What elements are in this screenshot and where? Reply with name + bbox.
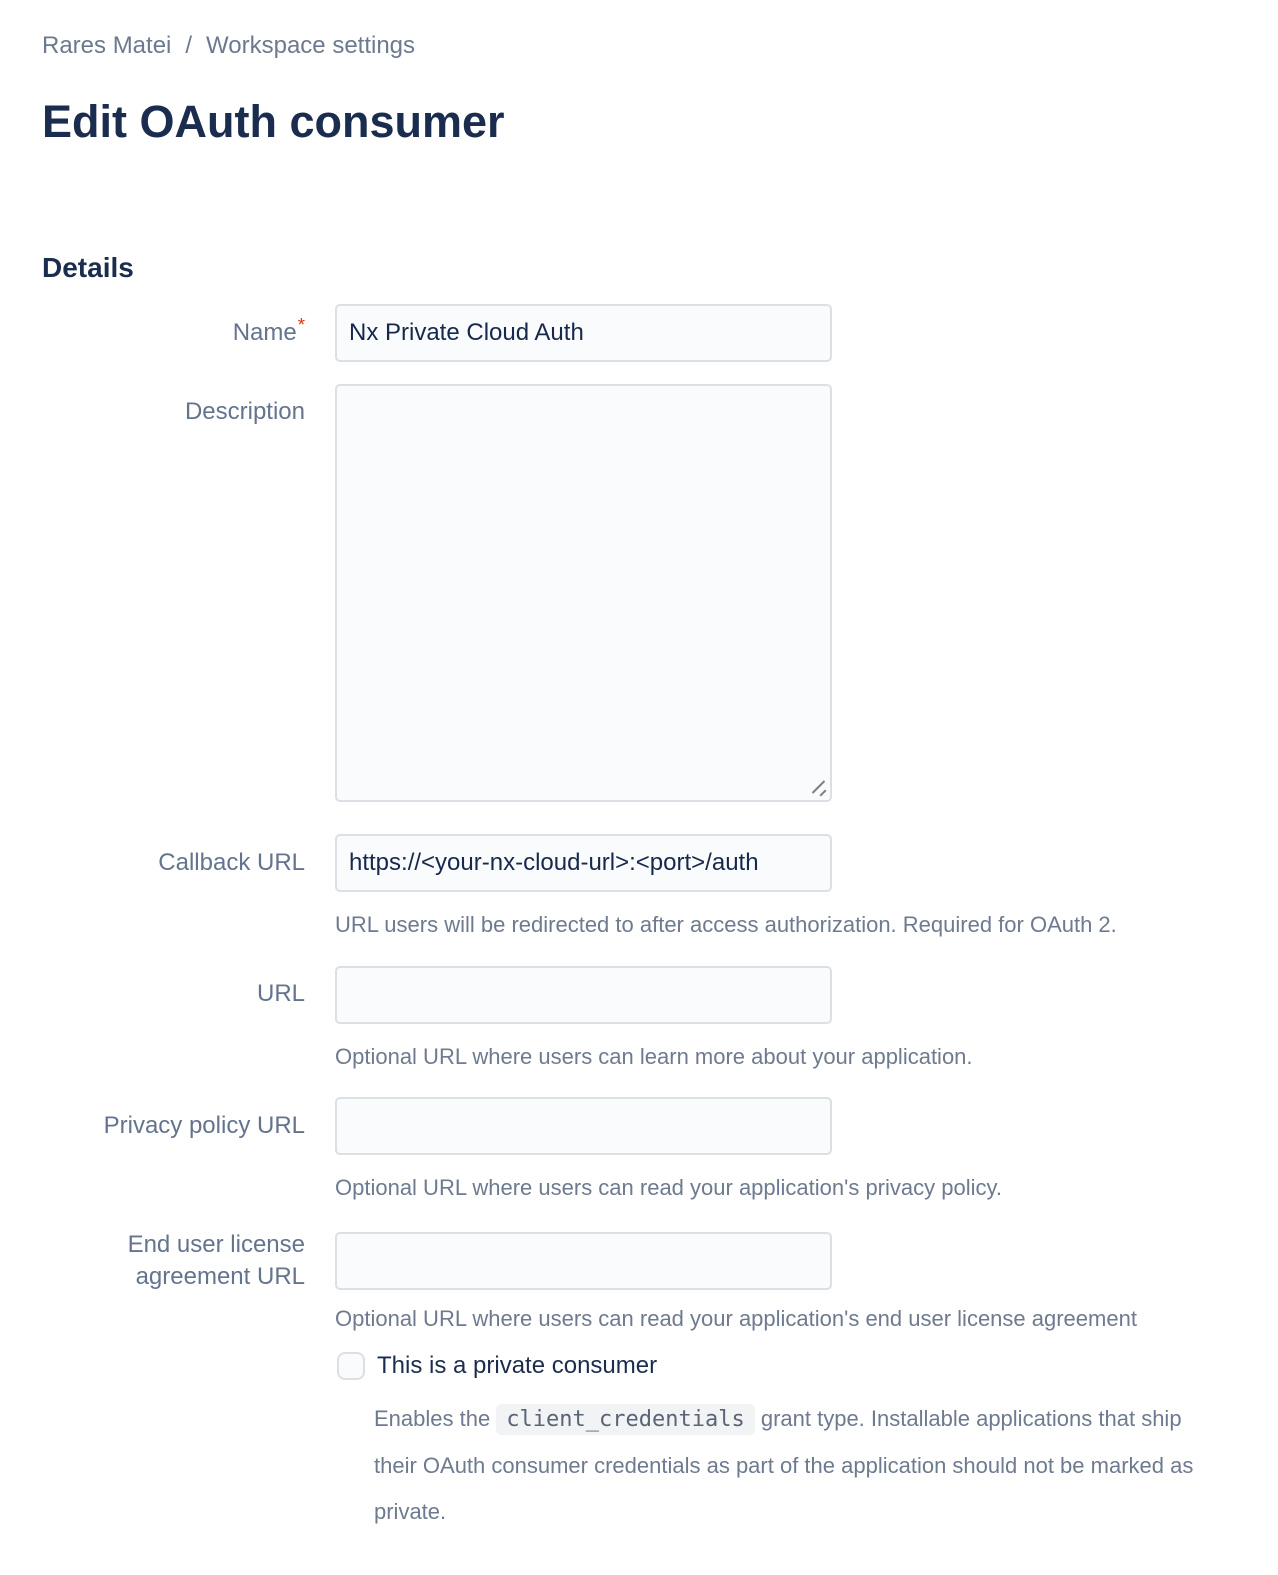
name-label: Name* bbox=[232, 313, 305, 346]
callback-url-help: URL users will be redirected to after access authorization. Required for OAuth 2. bbox=[335, 912, 1117, 937]
eula-url-field-row bbox=[42, 1229, 1236, 1294]
section-title-details: Details bbox=[42, 252, 134, 283]
name-field-row bbox=[42, 304, 1236, 362]
breadcrumb-separator: / bbox=[185, 32, 193, 59]
client-credentials-code-chip: client_credentials bbox=[496, 1404, 754, 1435]
eula-url-help: Optional URL where users can read your application's end user license agreement bbox=[335, 1305, 1137, 1331]
callback-url-field-row bbox=[42, 834, 1236, 892]
eula-url-input[interactable] bbox=[335, 1232, 832, 1290]
oauth-consumer-form bbox=[42, 304, 1236, 1535]
private-consumer-help bbox=[374, 1396, 1206, 1535]
private-consumer-help-prefix: Enables the bbox=[374, 1405, 497, 1431]
privacy-policy-url-input[interactable] bbox=[335, 1097, 832, 1155]
breadcrumb bbox=[42, 32, 1236, 60]
description-textarea-wrap bbox=[335, 384, 832, 802]
eula-url-label: End user license agreement URL bbox=[127, 1231, 305, 1291]
private-consumer-help-suffix: grant type. Installable applications that ship their OAuth consumer credentials as part of the application should not be marked as private. bbox=[374, 1405, 1194, 1524]
privacy-policy-url-field-row bbox=[42, 1097, 1236, 1155]
url-input[interactable] bbox=[335, 966, 832, 1024]
private-consumer-checkbox[interactable] bbox=[337, 1352, 365, 1380]
privacy-policy-url-label: Privacy policy URL bbox=[103, 1112, 305, 1140]
name-input[interactable] bbox=[335, 304, 832, 362]
private-consumer-row bbox=[337, 1352, 1236, 1380]
private-consumer-label[interactable]: This is a private consumer bbox=[377, 1351, 658, 1379]
description-label: Description bbox=[184, 398, 305, 425]
description-textarea[interactable] bbox=[335, 384, 832, 802]
required-asterisk: * bbox=[297, 313, 305, 335]
callback-url-input[interactable] bbox=[335, 834, 832, 892]
breadcrumb-item-workspace-settings[interactable]: Workspace settings bbox=[206, 32, 416, 59]
url-help: Optional URL where users can learn more about your application. bbox=[335, 1043, 973, 1069]
page-title: Edit OAuth consumer bbox=[42, 96, 505, 147]
breadcrumb-item-user[interactable]: Rares Matei bbox=[42, 32, 172, 59]
description-field-row bbox=[42, 384, 1236, 802]
url-label: URL bbox=[256, 980, 305, 1008]
callback-url-label: Callback URL bbox=[158, 848, 305, 876]
url-field-row bbox=[42, 966, 1236, 1024]
privacy-policy-url-help: Optional URL where users can read your application's privacy policy. bbox=[335, 1175, 1002, 1201]
